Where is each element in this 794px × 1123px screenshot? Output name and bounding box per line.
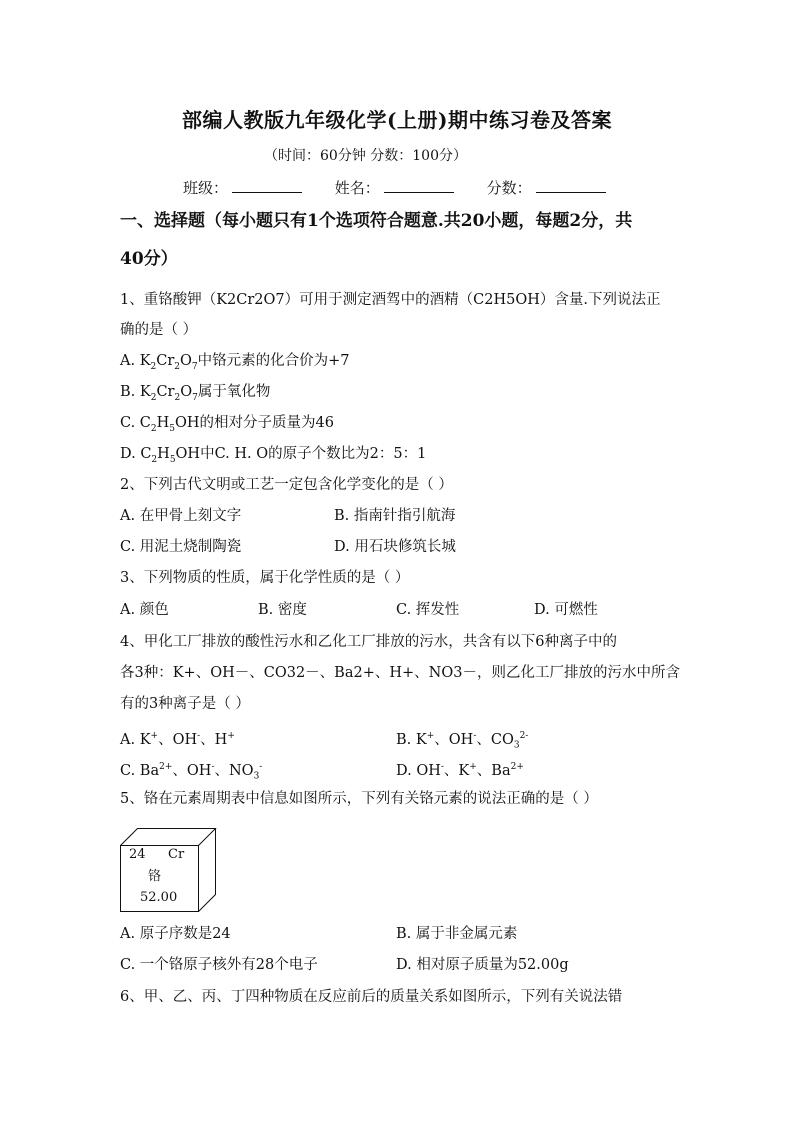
q4-option-c: C. $Ba^{2+}$、OH-、$NO_3^-$ bbox=[120, 762, 263, 782]
q5-option-c: C. 一个铬原子核外有28个电子 bbox=[120, 957, 318, 973]
q4-stem-line3: 有的3种离子是（ ） bbox=[120, 696, 250, 712]
q2-option-b: B. 指南针指引航海 bbox=[334, 508, 456, 524]
q5-stem: 5、铬在元素周期表中信息如图所示，下列有关铬元素的说法正确的是（ ） bbox=[120, 791, 598, 807]
q4-stem-line2: 各3种：K+、OH－、CO32－、Ba2+、H+、NO3－，则乙化工厂排放的污水中所含 bbox=[120, 665, 680, 681]
section-heading-line2: 40分） bbox=[120, 249, 178, 269]
q2-option-a: A. 在甲骨上刻文字 bbox=[120, 508, 242, 524]
q4-option-d: D. OH-、K+、$Ba^{2+}$ bbox=[396, 762, 524, 779]
q4-option-a: A. K+、OH-、H+ bbox=[120, 731, 235, 748]
q3-option-a: A. 颜色 bbox=[120, 602, 169, 618]
q1-option-d: D. $C_2H_5OH$中C. H. O的原子个数比为2：5：1 bbox=[120, 446, 427, 465]
q1-stem-line2: 确的是（ ） bbox=[120, 322, 198, 338]
q1-option-a: A. $K_2Cr_2O_7$中铬元素的化合价为+7 bbox=[120, 353, 350, 372]
q4-option-b: B. K+、OH-、$CO_3^{2-}$ bbox=[396, 731, 529, 751]
exam-time-score: （时间：60分钟 分数：100分） bbox=[264, 148, 467, 164]
class-blank[interactable] bbox=[232, 178, 302, 193]
score-field bbox=[487, 177, 606, 198]
element-name: 铬 bbox=[148, 869, 162, 884]
score-blank[interactable] bbox=[536, 178, 606, 193]
score-label: 分数： bbox=[486, 179, 532, 197]
q1-option-c: C. $C_2H_5OH$的相对分子质量为46 bbox=[120, 415, 334, 434]
q5-option-b: B. 属于非金属元素 bbox=[396, 926, 518, 942]
q1-stem-line1: 1、重铬酸钾（K2Cr2O7）可用于测定酒驾中的酒精（C2H5OH）含量.下列说法正 bbox=[120, 292, 661, 308]
element-symbol: Cr bbox=[168, 847, 185, 862]
element-atomic-number: 24 bbox=[129, 847, 146, 862]
student-info-fields bbox=[183, 177, 634, 198]
q6-stem: 6、甲、乙、丙、丁四种物质在反应前后的质量关系如图所示，下列有关说法错 bbox=[120, 989, 623, 1005]
q3-option-d: D. 可燃性 bbox=[534, 602, 598, 618]
page-title: 部编人教版九年级化学(上册)期中练习卷及答案 bbox=[182, 108, 612, 132]
name-blank[interactable] bbox=[384, 178, 454, 193]
q3-option-c: C. 挥发性 bbox=[396, 602, 460, 618]
name-field bbox=[335, 177, 454, 198]
q2-option-c: C. 用泥土烧制陶瓷 bbox=[120, 539, 242, 555]
class-label: 班级： bbox=[183, 179, 229, 197]
element-atomic-mass: 52.00 bbox=[140, 890, 178, 905]
q3-option-b: B. 密度 bbox=[258, 602, 307, 618]
section-heading-line1: 一、选择题（每小题只有1个选项符合题意.共20小题，每题2分，共 bbox=[120, 211, 633, 231]
q2-stem: 2、下列古代文明或工艺一定包含化学变化的是（ ） bbox=[120, 477, 453, 493]
name-label: 姓名： bbox=[334, 179, 380, 197]
section-heading bbox=[120, 202, 680, 278]
q5-option-a: A. 原子序数是24 bbox=[120, 926, 231, 942]
class-field bbox=[183, 177, 302, 198]
q1-option-b: B. $K_2Cr_2O_7$属于氧化物 bbox=[120, 384, 271, 403]
q5-option-d: D. 相对原子质量为52.00g bbox=[396, 957, 569, 973]
q4-stem-line1: 4、甲化工厂排放的酸性污水和乙化工厂排放的污水，共含有以下6种离子中的 bbox=[120, 634, 617, 650]
q3-stem: 3、下列物质的性质，属于化学性质的是（ ） bbox=[120, 570, 410, 586]
q2-option-d: D. 用石块修筑长城 bbox=[334, 539, 456, 555]
element-cell-diagram bbox=[120, 828, 220, 912]
